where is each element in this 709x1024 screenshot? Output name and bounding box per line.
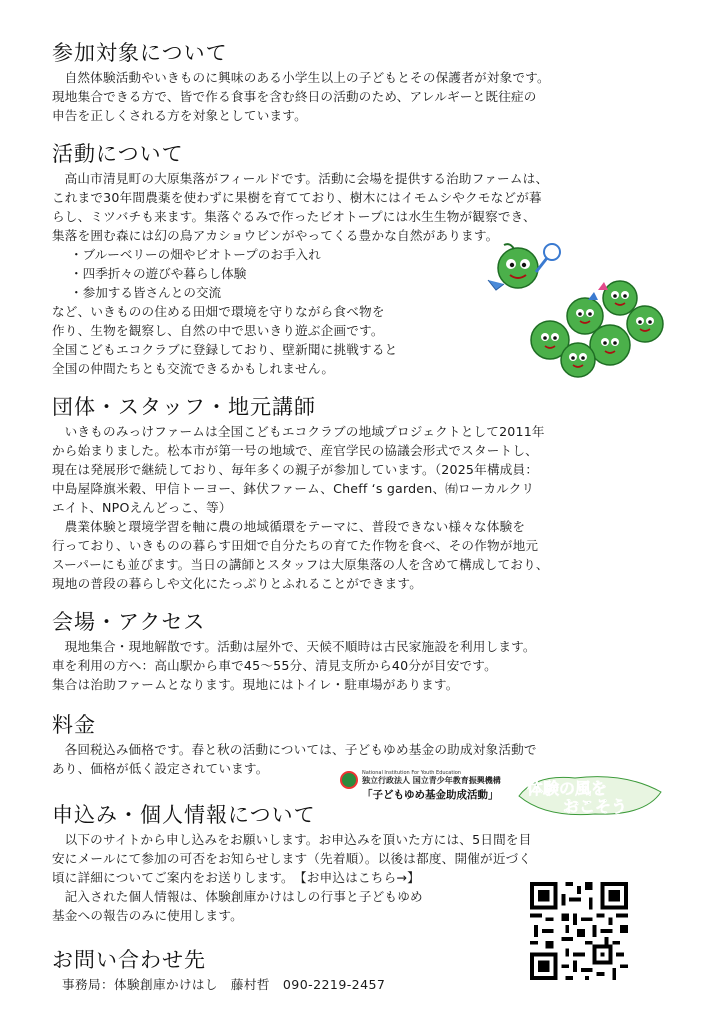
organization-p2-line-1: 農業体験と環境学習を軸に農の地域循環をテーマに、普段できない様々な体験を <box>64 519 526 534</box>
nye-name-jp: 独立行政法人 国立青少年教育振興機構 <box>362 776 501 785</box>
organization-heading: 団体・スタッフ・地元講師 <box>52 395 316 419</box>
organization-p1-line-3: 現在は発展形で継続しており、毎年多くの親子が参加しています。（2025年構成員： <box>52 462 539 477</box>
activities-line-2: これまで30年間農薬を使わずに果樹を育てており、樹木にはイモムシやクモなどが暮 <box>52 190 542 205</box>
venue-heading: 会場・アクセス <box>52 610 206 634</box>
venue-section <box>52 607 677 694</box>
fee-heading: 料金 <box>52 713 96 737</box>
organization-p2-line-3: スーパーにも並びます。当日の講師とスタッフは大原集落の人を含めて構成しており、 <box>52 557 549 572</box>
activities-after-line-1: など、いきものの住める田畑で環境を守りながら食べ物を <box>52 304 385 319</box>
fee-line-2: あり、価格が低く設定されています。 <box>52 761 269 776</box>
activities-bullet-1: ・ ブルーベリーの畑やビオトープのお手入れ <box>70 245 672 264</box>
nye-name-en: National Institution For Youth Education <box>362 770 461 776</box>
application-line-5: 基金への報告のみに使用します。 <box>52 908 243 923</box>
activities-after-line-2: 作り、生物を観察し、自然の中で思いきり遊ぶ企画です。 <box>52 323 384 338</box>
organization-p1-line-2: から始まりました。松本市が第一号の地域で、産官学民の協議会形式でスタートし、 <box>52 443 538 458</box>
mascot-illustration <box>470 240 670 380</box>
activities-line-3: らし、ミツバチも来ます。集落ぐるみで作ったビオトープには水生生物が観察でき、 <box>52 209 536 224</box>
activities-bullet-3: ・ 参加する皆さんとの交流 <box>70 283 672 302</box>
application-heading: 申込み・個人情報について <box>52 803 316 827</box>
participation-section <box>52 38 672 125</box>
organization-p2-line-2: 行っており、いきものの暮らす田畑で自分たちの育てた作物を食べ、その作物が地元 <box>52 538 539 553</box>
application-line-3: 頃に詳細についてご案内をお送りします。 【お申込はこちら→】 <box>52 870 420 885</box>
contact-heading: お問い合わせ先 <box>52 948 206 972</box>
nye-emblem-icon <box>340 771 358 789</box>
activities-after-line-3: 全国こどもエコクラブに登録しており、壁新聞に挑戦すると <box>52 342 398 357</box>
venue-line-2: 車を利用の方へ：高山駅から車で45～55分、清見支所から40分が目安です。 <box>52 658 497 673</box>
qr-code-icon[interactable] <box>530 882 628 980</box>
slogan-line-2: おこそう <box>563 797 628 816</box>
activities-line-1: 高山市清見町の大原集落がフィールドです。活動に会場を提供する治助ファームは、 <box>64 171 549 186</box>
organization-p1-line-4: 中島屋降旗米穀、甲信トーヨー、鉢伏ファーム、Cheff ‘s garden、㈲ローカルクリ <box>52 481 535 496</box>
fee-section <box>52 710 677 778</box>
participation-line-3: 申告を正しくされる方を対象としています。 <box>52 108 307 123</box>
organization-p1-line-1: いきものみっけファームは全国こどもエコクラブの地域プロジェクトとして2011年 <box>64 424 545 439</box>
application-line-4: 記入された個人情報は、体験創庫かけはしの行事と子どもゆめ <box>64 889 423 904</box>
contact-section <box>52 945 532 994</box>
organization-p1-line-5: エイト、NPOえんどっこ、等） <box>52 500 232 515</box>
activities-line-4: 集落を囲む森には幻の鳥アカショウビンがやってくる豊かな自然があります。 <box>52 228 499 243</box>
venue-line-1: 現地集合・現地解散です。活動は屋外で、天候不順時は古民家施設を利用します。 <box>64 639 536 654</box>
participation-line-1: 自然体験活動やいきものに興味のある小学生以上の子どもとその保護者が対象です。 <box>64 70 550 85</box>
application-line-1: 以下のサイトから申し込みをお願いします。お申込みを頂いた方には、5日間を目 <box>64 832 532 847</box>
fund-label: 「子どもゆめ基金助成活動」 <box>362 789 499 801</box>
activities-bullet-2: ・ 四季折々の遊びや暮らし体験 <box>70 264 672 283</box>
fee-line-1: 各回税込み価格です。春と秋の活動については、子どもゆめ基金の助成対象活動で <box>64 742 537 757</box>
mascot-group <box>531 281 663 377</box>
mascot-leader <box>488 244 560 290</box>
organization-section <box>52 392 677 593</box>
venue-line-3: 集合は治助ファームとなります。現地にはトイレ・駐車場があります。 <box>52 677 459 692</box>
contact-line: 事務局：体験創庫かけはし 藤村哲 090-2219-2457 <box>62 977 386 992</box>
organization-p2-line-4: 現地の普段の暮らしや文化にたっぷりとふれることができます。 <box>52 576 423 591</box>
activities-after-line-4: 全国の仲間たちとも交流できるかもしれません。 <box>52 361 335 376</box>
activities-heading: 活動について <box>52 142 184 166</box>
application-line-2: 安にメールにて参加の可否をお知らせします（先着順）。以後は都度、開催が近づく <box>52 851 532 866</box>
participation-heading: 参加対象について <box>52 41 228 65</box>
participation-line-2: 現地集合できる方で、皆で作る食事を含む終日の活動のため、アレルギーと既往症の <box>52 89 537 104</box>
slogan-line-1: 体験の風を <box>527 779 608 798</box>
